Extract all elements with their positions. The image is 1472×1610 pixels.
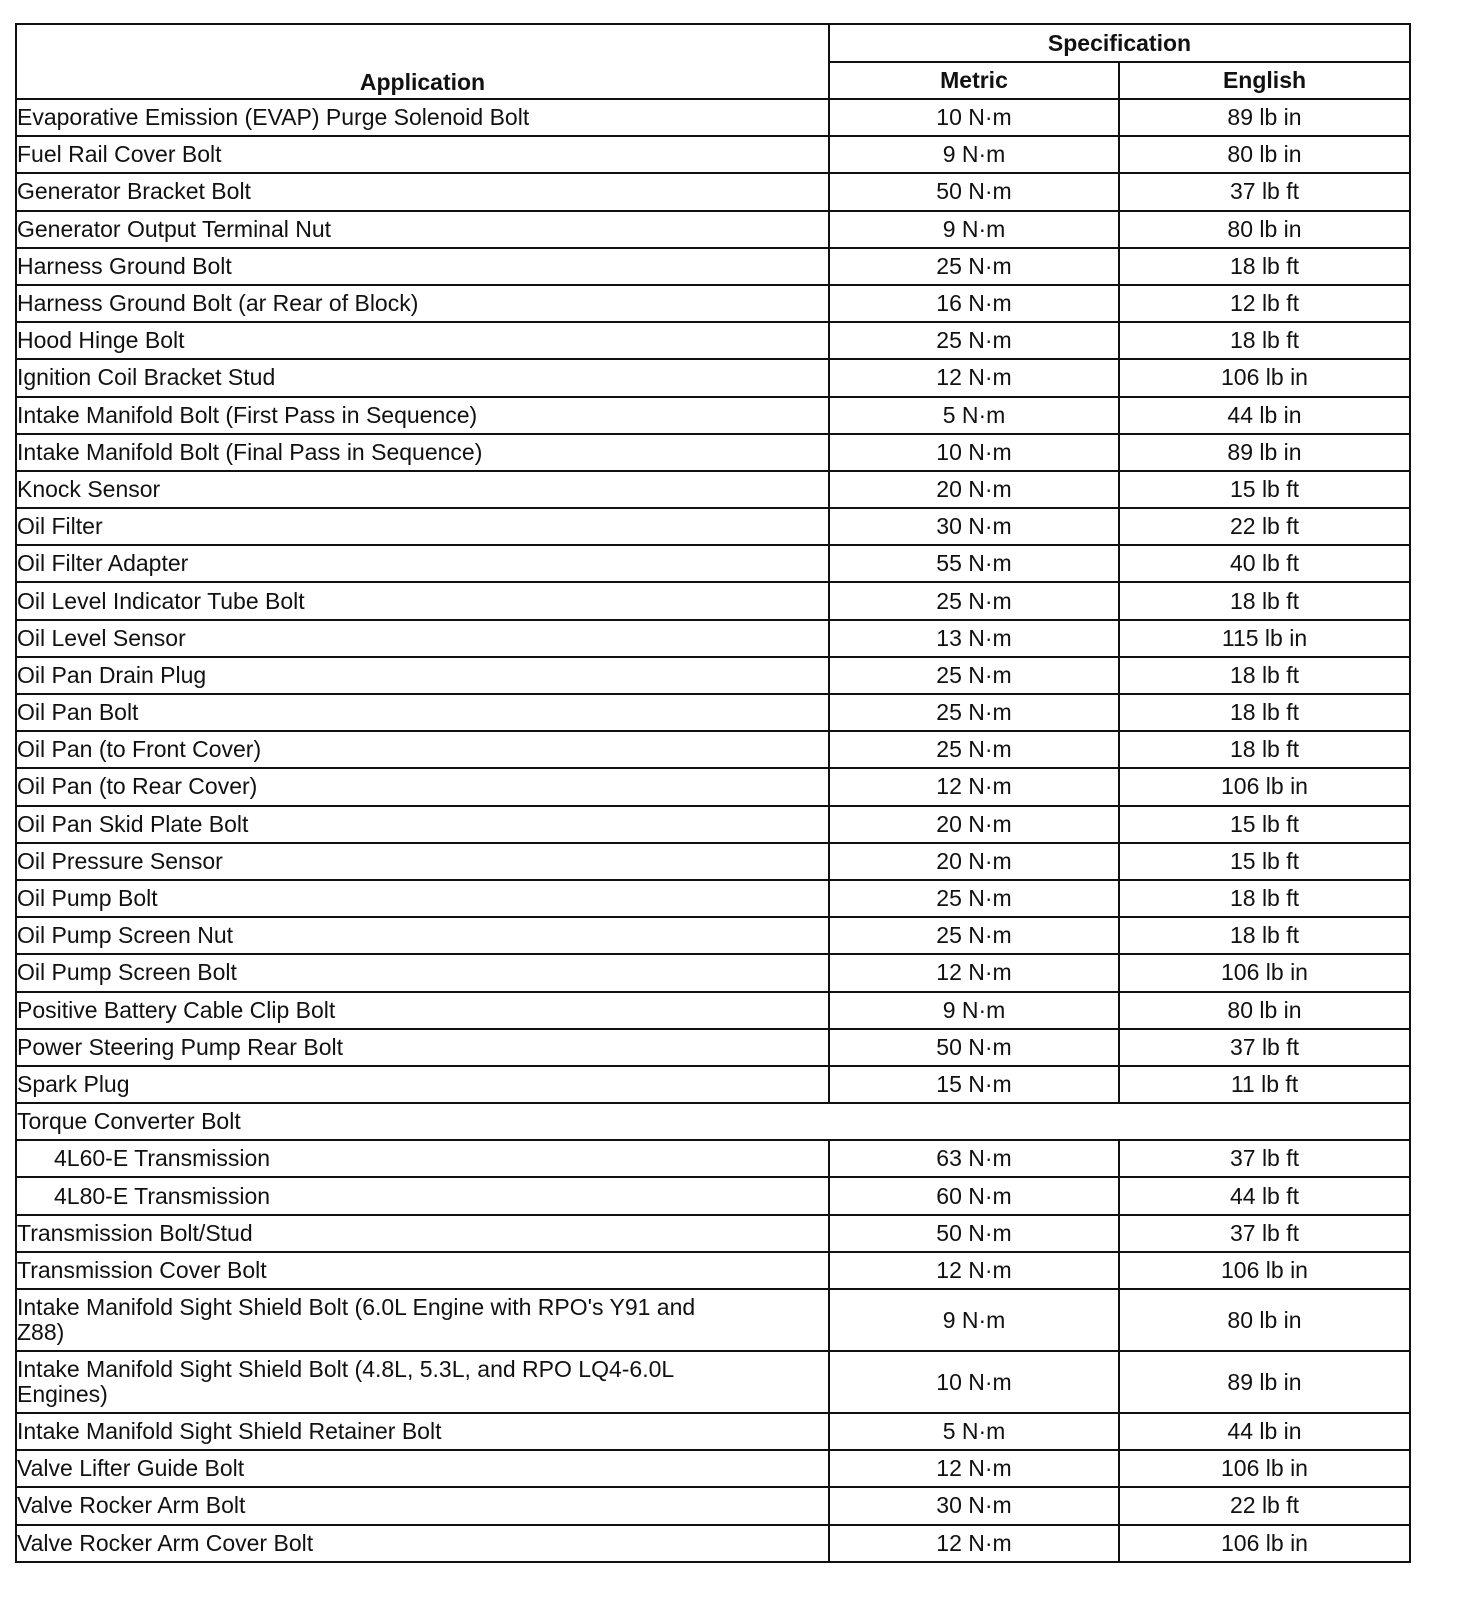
application-cell: Intake Manifold Bolt (Final Pass in Sequence)	[16, 434, 829, 471]
application-cell: 4L60-E Transmission	[16, 1140, 829, 1177]
metric-cell: 25 N·m	[829, 582, 1119, 619]
english-cell: 18 lb ft	[1119, 248, 1410, 285]
application-cell: Valve Rocker Arm Cover Bolt	[16, 1525, 829, 1562]
table-row	[16, 1252, 1410, 1289]
english-cell: 12 lb ft	[1119, 285, 1410, 322]
english-cell: 18 lb ft	[1119, 582, 1410, 619]
metric-cell: 5 N·m	[829, 397, 1119, 434]
header-row-top	[16, 24, 1410, 62]
application-cell: Oil Pan Skid Plate Bolt	[16, 806, 829, 843]
application-cell: Oil Pan Drain Plug	[16, 657, 829, 694]
metric-cell: 20 N·m	[829, 806, 1119, 843]
application-cell: Valve Lifter Guide Bolt	[16, 1450, 829, 1487]
table-row	[16, 806, 1410, 843]
application-cell: Oil Pump Bolt	[16, 880, 829, 917]
table-row	[16, 843, 1410, 880]
table-row	[16, 1177, 1410, 1214]
metric-cell: 15 N·m	[829, 1066, 1119, 1103]
application-cell: Spark Plug	[16, 1066, 829, 1103]
table-row	[16, 582, 1410, 619]
application-cell: Generator Bracket Bolt	[16, 173, 829, 210]
metric-cell: 5 N·m	[829, 1413, 1119, 1450]
english-cell: 37 lb ft	[1119, 1215, 1410, 1252]
application-cell: Oil Pan Bolt	[16, 694, 829, 731]
application-cell: Harness Ground Bolt	[16, 248, 829, 285]
metric-cell: 9 N·m	[829, 992, 1119, 1029]
application-cell: Transmission Cover Bolt	[16, 1252, 829, 1289]
table-row	[16, 359, 1410, 396]
table-row	[16, 397, 1410, 434]
english-cell: 15 lb ft	[1119, 471, 1410, 508]
section-heading-cell: Torque Converter Bolt	[16, 1103, 1410, 1140]
application-cell: Oil Pan (to Rear Cover)	[16, 768, 829, 805]
application-cell: Oil Filter Adapter	[16, 545, 829, 582]
english-cell: 115 lb in	[1119, 620, 1410, 657]
application-cell: 4L80-E Transmission	[16, 1177, 829, 1214]
english-cell: 40 lb ft	[1119, 545, 1410, 582]
application-cell: Oil Pressure Sensor	[16, 843, 829, 880]
table-row	[16, 285, 1410, 322]
application-cell: Transmission Bolt/Stud	[16, 1215, 829, 1252]
english-cell: 37 lb ft	[1119, 1140, 1410, 1177]
table-row	[16, 434, 1410, 471]
metric-cell: 9 N·m	[829, 211, 1119, 248]
metric-cell: 12 N·m	[829, 954, 1119, 991]
section-row	[16, 1103, 1410, 1140]
metric-cell: 25 N·m	[829, 917, 1119, 954]
english-cell: 44 lb ft	[1119, 1177, 1410, 1214]
metric-cell: 12 N·m	[829, 1450, 1119, 1487]
application-cell: Generator Output Terminal Nut	[16, 211, 829, 248]
table-row	[16, 657, 1410, 694]
english-cell: 37 lb ft	[1119, 1029, 1410, 1066]
metric-cell: 50 N·m	[829, 173, 1119, 210]
table-row	[16, 954, 1410, 991]
english-cell: 22 lb ft	[1119, 1487, 1410, 1524]
table-row	[16, 173, 1410, 210]
application-cell: Hood Hinge Bolt	[16, 322, 829, 359]
english-cell: 89 lb in	[1119, 434, 1410, 471]
application-cell: Positive Battery Cable Clip Bolt	[16, 992, 829, 1029]
table-row	[16, 1066, 1410, 1103]
table-row	[16, 1487, 1410, 1524]
english-cell: 106 lb in	[1119, 1252, 1410, 1289]
metric-cell: 12 N·m	[829, 1525, 1119, 1562]
table-row	[16, 136, 1410, 173]
application-cell: Harness Ground Bolt (ar Rear of Block)	[16, 285, 829, 322]
metric-cell: 10 N·m	[829, 434, 1119, 471]
metric-cell: 25 N·m	[829, 657, 1119, 694]
english-cell: 22 lb ft	[1119, 508, 1410, 545]
table-row	[16, 1289, 1410, 1351]
english-cell: 106 lb in	[1119, 1525, 1410, 1562]
metric-cell: 20 N·m	[829, 471, 1119, 508]
torque-spec-table	[15, 23, 1411, 1563]
application-header: Application	[16, 24, 829, 99]
english-cell: 106 lb in	[1119, 1450, 1410, 1487]
english-cell: 80 lb in	[1119, 211, 1410, 248]
metric-cell: 50 N·m	[829, 1215, 1119, 1252]
application-cell: Evaporative Emission (EVAP) Purge Solenoid Bolt	[16, 99, 829, 136]
english-header: English	[1119, 62, 1410, 99]
table-row	[16, 768, 1410, 805]
table-row	[16, 1140, 1410, 1177]
metric-cell: 30 N·m	[829, 508, 1119, 545]
metric-cell: 25 N·m	[829, 731, 1119, 768]
english-cell: 106 lb in	[1119, 954, 1410, 991]
english-cell: 18 lb ft	[1119, 917, 1410, 954]
english-cell: 18 lb ft	[1119, 657, 1410, 694]
english-cell: 18 lb ft	[1119, 731, 1410, 768]
metric-cell: 25 N·m	[829, 694, 1119, 731]
english-cell: 89 lb in	[1119, 99, 1410, 136]
table-row	[16, 1450, 1410, 1487]
english-cell: 18 lb ft	[1119, 694, 1410, 731]
application-cell: Knock Sensor	[16, 471, 829, 508]
metric-cell: 10 N·m	[829, 1351, 1119, 1413]
english-cell: 106 lb in	[1119, 768, 1410, 805]
application-cell: Oil Pump Screen Bolt	[16, 954, 829, 991]
table-row	[16, 248, 1410, 285]
english-cell: 44 lb in	[1119, 1413, 1410, 1450]
table-row	[16, 1029, 1410, 1066]
application-cell: Intake Manifold Bolt (First Pass in Sequence)	[16, 397, 829, 434]
english-cell: 11 lb ft	[1119, 1066, 1410, 1103]
application-cell: Oil Pump Screen Nut	[16, 917, 829, 954]
english-cell: 80 lb in	[1119, 992, 1410, 1029]
metric-cell: 20 N·m	[829, 843, 1119, 880]
table-row	[16, 1413, 1410, 1450]
metric-cell: 50 N·m	[829, 1029, 1119, 1066]
metric-cell: 10 N·m	[829, 99, 1119, 136]
application-cell: Intake Manifold Sight Shield Bolt (4.8L, 5.3L, and RPO LQ4-6.0L Engines)	[16, 1351, 829, 1413]
table-row	[16, 880, 1410, 917]
english-cell: 80 lb in	[1119, 136, 1410, 173]
application-cell: Oil Filter	[16, 508, 829, 545]
application-cell: Valve Rocker Arm Bolt	[16, 1487, 829, 1524]
metric-cell: 60 N·m	[829, 1177, 1119, 1214]
table-row	[16, 545, 1410, 582]
english-cell: 18 lb ft	[1119, 880, 1410, 917]
table-row	[16, 620, 1410, 657]
metric-cell: 25 N·m	[829, 248, 1119, 285]
metric-cell: 55 N·m	[829, 545, 1119, 582]
application-cell: Intake Manifold Sight Shield Retainer Bolt	[16, 1413, 829, 1450]
metric-cell: 13 N·m	[829, 620, 1119, 657]
metric-cell: 63 N·m	[829, 1140, 1119, 1177]
application-cell: Intake Manifold Sight Shield Bolt (6.0L Engine with RPO's Y91 and Z88)	[16, 1289, 829, 1351]
application-cell: Oil Pan (to Front Cover)	[16, 731, 829, 768]
english-cell: 44 lb in	[1119, 397, 1410, 434]
metric-cell: 12 N·m	[829, 768, 1119, 805]
specification-header: Specification	[829, 24, 1410, 62]
table-row	[16, 694, 1410, 731]
table-row	[16, 211, 1410, 248]
table-row	[16, 508, 1410, 545]
english-cell: 80 lb in	[1119, 1289, 1410, 1351]
table-row	[16, 99, 1410, 136]
metric-cell: 16 N·m	[829, 285, 1119, 322]
table-row	[16, 1525, 1410, 1562]
metric-header: Metric	[829, 62, 1119, 99]
metric-cell: 12 N·m	[829, 359, 1119, 396]
metric-cell: 25 N·m	[829, 880, 1119, 917]
english-cell: 106 lb in	[1119, 359, 1410, 396]
table-row	[16, 917, 1410, 954]
metric-cell: 30 N·m	[829, 1487, 1119, 1524]
metric-cell: 9 N·m	[829, 136, 1119, 173]
table-row	[16, 992, 1410, 1029]
table-row	[16, 731, 1410, 768]
table-row	[16, 1215, 1410, 1252]
english-cell: 15 lb ft	[1119, 843, 1410, 880]
application-cell: Ignition Coil Bracket Stud	[16, 359, 829, 396]
table-row	[16, 1351, 1410, 1413]
english-cell: 37 lb ft	[1119, 173, 1410, 210]
metric-cell: 9 N·m	[829, 1289, 1119, 1351]
application-cell: Oil Level Indicator Tube Bolt	[16, 582, 829, 619]
table-row	[16, 322, 1410, 359]
english-cell: 15 lb ft	[1119, 806, 1410, 843]
application-cell: Oil Level Sensor	[16, 620, 829, 657]
english-cell: 89 lb in	[1119, 1351, 1410, 1413]
application-cell: Fuel Rail Cover Bolt	[16, 136, 829, 173]
english-cell: 18 lb ft	[1119, 322, 1410, 359]
metric-cell: 12 N·m	[829, 1252, 1119, 1289]
table-row	[16, 471, 1410, 508]
application-cell: Power Steering Pump Rear Bolt	[16, 1029, 829, 1066]
metric-cell: 25 N·m	[829, 322, 1119, 359]
